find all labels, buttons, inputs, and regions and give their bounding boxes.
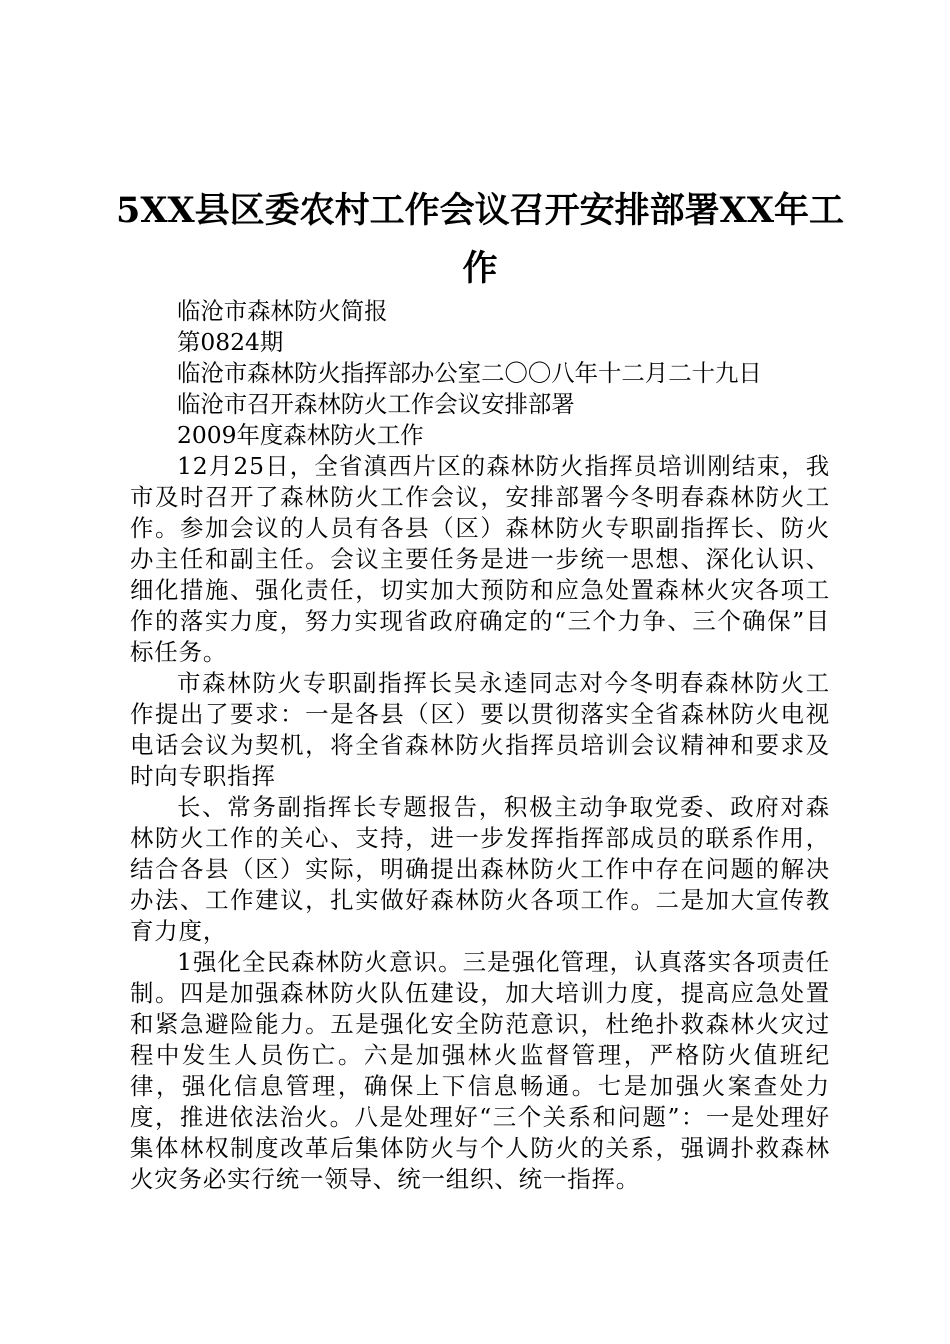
paragraph-requirements: 市森林防火专职副指挥长吴永逵同志对今冬明春森林防火工作提出了要求：一是各县（区）要以贯彻落实全省森林防火电视电话会议为契机，将全省森林防火指挥员培训会议精神和要求及时向专职指挥 — [130, 669, 830, 790]
paragraph-meeting-summary: 12月25日，全省滇西片区的森林防火指挥员培训刚结束，我市及时召开了森林防火工作会议，安排部署今冬明春森林防火工作。参加会议的人员有各县（区）森林防火专职副指挥长、防火办主任和副主任。会议主要任务是进一步统一思想、深化认识、细化措施、强化责任，切实加大预防和应急处置森林火灾各项工作的落实力度，努力实现省政府确定的“三个力争、三个确保”目标任务。 — [130, 452, 830, 666]
paragraph-measures: 1强化全民森林防火意识。三是强化管理，认真落实各项责任制。四是加强森林防火队伍建设，加大培训力度，提高应急处置和紧急避险能力。五是强化安全防范意识，杜绝扑救森林火灾过程中发生人员伤亡。六是加强林火监督管理，严格防火值班纪律，强化信息管理，确保上下信息畅通。七是加强火案查处力度，推进依法治火。八是处理好“三个关系和问题”：一是处理好集体林权制度改革后集体防火与个人防火的关系，强调扑救森林火灾务必实行统一领导、统一组织、统一指挥。 — [130, 948, 830, 1193]
document-body — [130, 296, 830, 1195]
headline-line-2: 2009年度森林防火工作 — [177, 421, 424, 449]
issue-number: 第0824期 — [177, 328, 284, 356]
document-title: 5XX县区委农村工作会议召开安排部署XX年工作 — [116, 190, 844, 289]
paragraph-report-continuation: 长、常务副指挥长专题报告，积极主动争取党委、政府对森林防火工作的关心、支持，进一步发挥指挥部成员的联系作用，结合各县（区）实际，明确提出森林防火工作中存在问题的解决办法、工作建议，扎实做好森林防火各项工作。二是加大宣传教育力度， — [130, 793, 830, 945]
bulletin-name: 临沧市森林防火简报 — [177, 297, 388, 325]
issuer-and-date: 临沧市森林防火指挥部办公室二〇〇八年十二月二十九日 — [177, 359, 762, 387]
headline-line-1: 临沧市召开森林防火工作会议安排部署 — [177, 390, 575, 418]
